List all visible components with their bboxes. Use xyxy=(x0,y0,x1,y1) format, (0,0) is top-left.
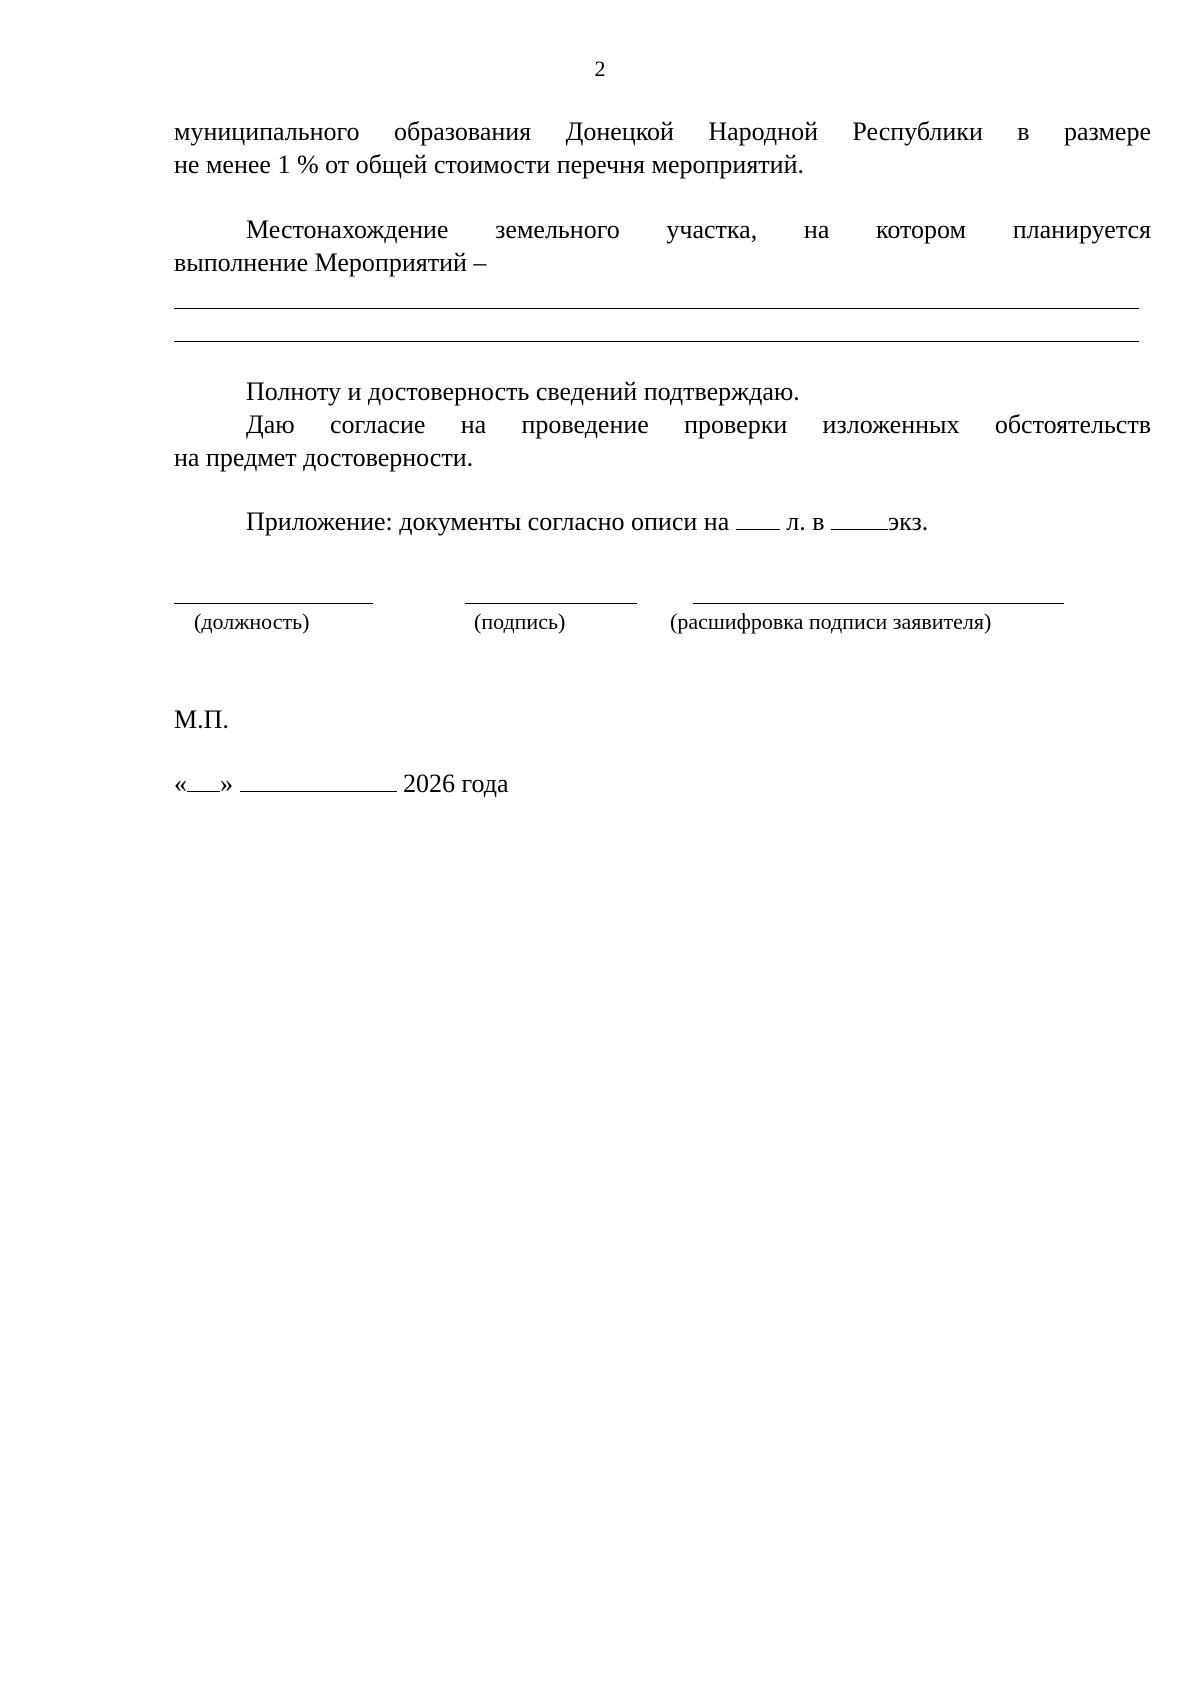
attachment-text xyxy=(174,505,1151,538)
paragraph-line: Полноту и достоверность сведений подтверждаю. xyxy=(246,377,800,406)
date-open-quote: « xyxy=(174,769,187,798)
name-caption: (расшифровка подписи заявителя) xyxy=(670,609,992,634)
stamp-placeholder: М.П. xyxy=(174,705,229,734)
month-blank xyxy=(240,769,397,792)
attachment-middle: л. в xyxy=(779,507,832,536)
day-blank xyxy=(187,769,220,792)
paragraph-co-financing xyxy=(174,115,1151,181)
date-close-quote: » xyxy=(220,769,233,798)
paragraph-line: Местонахождение земельного участка, на котором планируется xyxy=(246,215,1151,244)
position-caption: (должность) xyxy=(194,609,310,634)
name-signature-line xyxy=(693,603,1064,604)
signature-line xyxy=(465,603,637,604)
sheets-count-blank xyxy=(736,507,780,530)
paragraph-line: не менее 1 % от общей стоимости перечня мероприятий. xyxy=(174,150,804,179)
page-number: 2 xyxy=(594,56,606,81)
paragraph-line: муниципального образования Донецкой Народной Республики в размере xyxy=(174,117,1151,146)
paragraph-line: Даю согласие на проведение проверки изложенных обстоятельств xyxy=(246,410,1151,439)
paragraph-land-location xyxy=(174,213,1151,279)
paragraph-confirmation xyxy=(174,375,1151,474)
signature-caption: (подпись) xyxy=(474,609,566,634)
attachment-prefix: Приложение: документы согласно описи на xyxy=(246,507,736,536)
paragraph-line: выполнение Мероприятий – xyxy=(174,248,487,277)
attachment-line xyxy=(174,505,1151,538)
position-signature-line xyxy=(174,603,373,604)
attachment-suffix: экз. xyxy=(888,507,929,536)
date-year: 2026 года xyxy=(396,769,509,798)
date-line xyxy=(174,767,509,800)
location-fill-line xyxy=(174,341,1139,342)
paragraph-line: на предмет достоверности. xyxy=(174,443,474,472)
copies-count-blank xyxy=(831,507,888,530)
location-fill-line xyxy=(174,308,1139,309)
